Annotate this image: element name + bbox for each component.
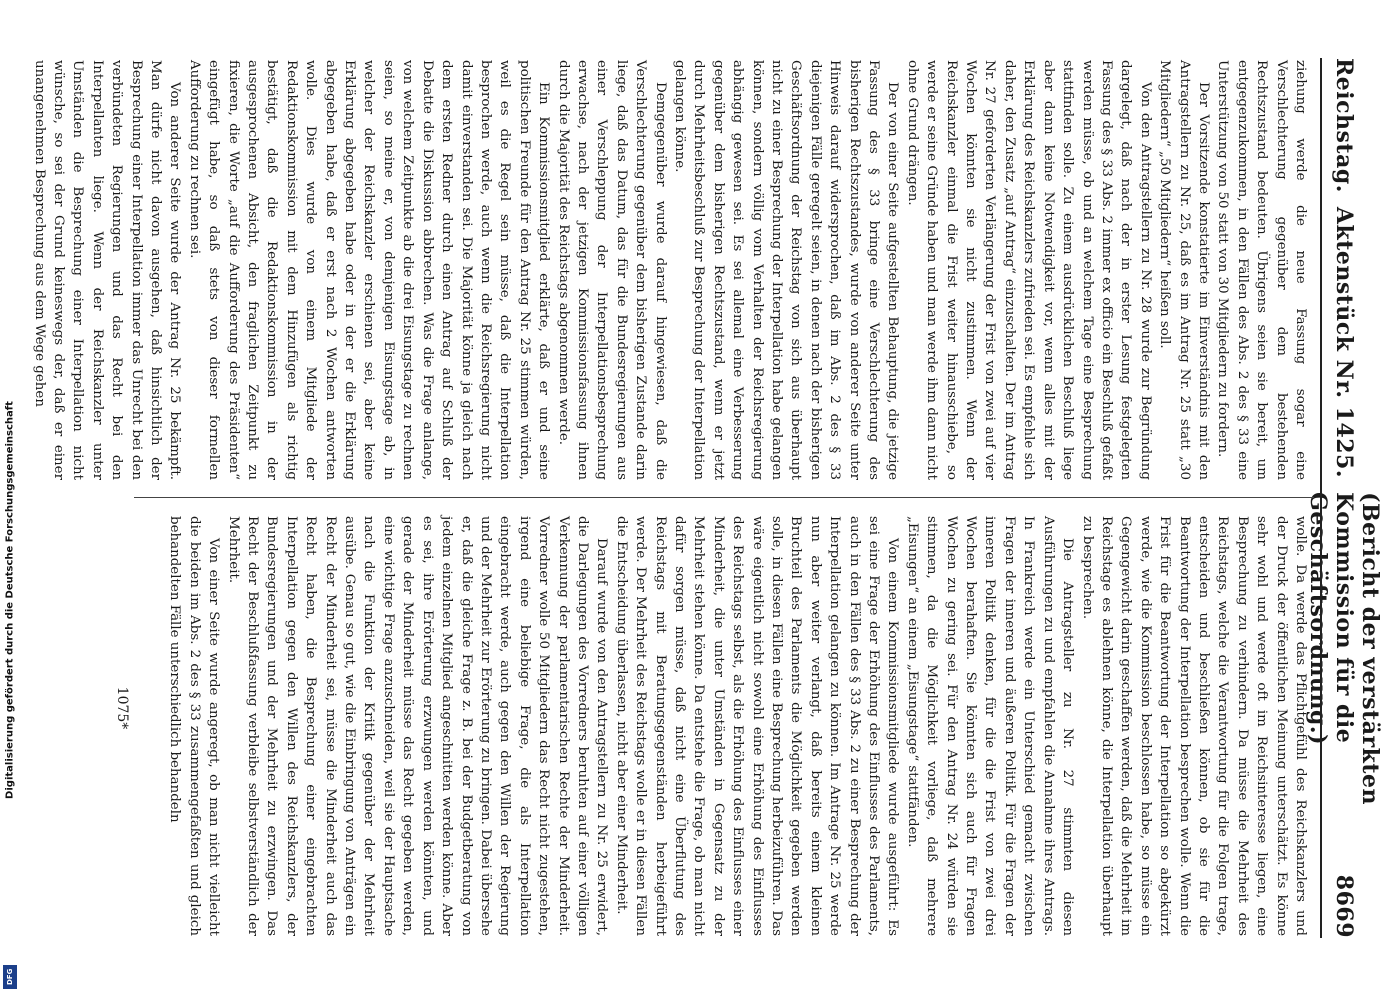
paragraph: Von anderer Seite wurde der Antrag Nr. 25 bekämpft. Man dürfe nicht davon ausgehen, daß hinsichtlich der Besprechung einer Interpellation immer das Unrecht bei den verbündeten Regierungen und das Recht bei den Interpellanten liege. Wenn der Reichskanzler unter Umständen die Besprechung einer Interpellation nicht wünsche, so sei der Grund keineswegs der, daß er einer unangenehmen Besprechung aus dem Wege gehen	[31, 60, 183, 480]
page-header	[1305, 58, 1383, 938]
digitization-credit-bar	[0, 0, 20, 1000]
header-rule	[1320, 58, 1322, 938]
page-number: 8669	[1331, 874, 1357, 938]
paragraph: ziehung werde die neue Fassung sogar eine Verschlechterung gegenüber dem bestehenden Rechtszustand bedeuten. Übrigens seien sie bereit, um entgegenzukommen, in den Fällen des Abs. 2 des § 33 eine Unterstützung von 50 statt von 30 Mitgliedern zu fordern.	[1215, 60, 1308, 480]
paragraph: Der Vorsitzende konstatierte im Einverständnis mit den Antragstellern zu Nr. 25, daß es im Antrag Nr. 25 statt „30 Mitgliedern“ „50 Mitgliedern“ heißen soll.	[1157, 60, 1211, 480]
left-column	[31, 60, 1310, 480]
header-section: Reichstag.	[1331, 58, 1357, 193]
paragraph: Demgegenüber wurde darauf hingewiesen, daß die Verschlechterung gegenüber dem bisherigen Zustande darin liege, daß das Datum, das für die Bundesregierungen aus einer Verschleppung der Interpellationsbesprechung erwachse, nach der jetzigen Kommissionsfassung ihnen durch die Majorität des Reichstags abgenommen werde.	[555, 60, 668, 480]
right-column	[140, 516, 1310, 936]
paragraph: Von einer Seite wurde angeregt, ob man nicht vielleicht die beiden im Abs. 2 des § 33 zusammengefaßten und gleich behandelten Fälle unterschiedlich behandeln	[167, 516, 222, 936]
paragraph: Der von einer Seite aufgestellten Behauptung, die jetzige Fassung des § 33 bringe eine Verschlechterung des bisherigen Rechtszustandes, wurde von anderer Seite unter Hinweis darauf widersprochen, daß im Abs. 2 des § 33 diejenigen Fälle geregelt seien, in denen nach der bisherigen Geschäftsordnung der Reichstag von sich aus überhaupt nicht zu einer Besprechung der Interpellation habe gelangen können, sondern völlig vom Verhalten der Reichsregierung abhängig gewesen sei. Es sei allemal eine Verbesserung gegenüber dem bisherigen Rechtszustand, wenn er jetzt durch Mehrheitsbeschluß zur Besprechung der Interpellation gelangen könne.	[672, 60, 901, 480]
paragraph: Von einem Kommissionsmitgliede wurde ausgeführt: Es sei eine Frage der Erhöhung des Einflusses des Parlaments, auch in den Fällen des § 33 Abs. 2 zu einer Besprechung der Interpellation gelangen zu können. Im Antrage Nr. 25 werde nun aber weiter verlangt, daß bereits einem kleinen Bruchteil des Parlaments die Möglichkeit gegeben werden solle, in diesen Fällen eine Besprechung herbeizuführen. Das wäre eigentlich nicht sowohl eine Erhöhung des Einflusses des Reichstags selbst, als die Erhöhung des Einflusses einer Minderheit, die unter Umständen in Gegensatz zu der Mehrheit stehen könne. Da entstehe die Frage, ob man nicht dafür sorgen müsse, daß nicht eine Überflutung des Reichstags mit Beratungsgegenständen herbeigeführt werde. Der Mehrheit des Reichstags wolle er in diesen Fällen die Entscheidung überlassen, nicht aber einer Minderheit.	[613, 516, 901, 936]
paragraph: Ein Kommissionsmitglied erklärte, daß er und seine politischen Freunde für den Antrag Nr. 25 stimmen würden, weil es die Regel sein müsse, daß die Interpellation besprochen werde, auch wenn die Reichsregierung nicht damit einverstanden sei. Die Majorität könne ja gleich nach dem ersten Redner durch einen Antrag auf Schluß der Debatte die Diskussion abbrechen. Was die Frage anlange, von welchem Zeitpunkte ab die drei Eisungstage zu rechnen seien, so meine er, von demjenigen Eisungstage ab, in welcher der Reichskanzler erschienen sei, aber keine Erklärung abgegeben habe oder in der er die Erklärung abgegeben habe, daß er erst nach 2 Wochen antworten wolle. Dies wurde von einem Mitgliede der Redaktionskommission mit dem Hinzufügen als richtig bestätigt, daß die Redaktionskommission in der ausgesprochenen Absicht, den fraglichen Zeitpunkt zu fixieren, die Worte „auf die Aufforderung des Präsidenten“ eingefügt habe, so daß stets von dieser formellen Aufforderung zu rechnen sei.	[186, 60, 552, 480]
column-divider	[134, 497, 1314, 498]
paragraph: Darauf wurde von den Antragstellern zu Nr. 25 erwidert, die Darlegungen des Vorredners beruhten auf einer völligen Verkennung der parlamentarischen Rechte der Minderheit. Vorredner wolle 50 Mitgliedern das Recht nicht zugestehen, irgend eine beliebige Frage, die als Interpellation eingebracht werde, auch gegen den Willen der Regierung und der Mehrheit zur Erörterung zu bringen. Dabei übersehe er, daß die gleiche Frage z. B. bei der Budgetberatung von jedem einzelnen Mitglied angeschnitten werden könne. Aber es sei, ihre Erörterung erzwungen werden könnten, und gerade der Minderheit müsse das Recht gegeben werden, eine wichtige Frage anzuschneiden, weil sie der Hauptsache nach die Funktion der Kritik gegenüber der Mehrheit ausübe. Genau so gut, wie die Einbringung von Anträgen ein Recht der Minderheit sei, müsse die Minderheit auch das Recht haben, die Besprechung einer eingebrachten Interpellation gegen den Willen des Reichskanzlers, der Bundesregierungen und der Mehrheit zu erzwingen. Das Recht der Beschlußfassung verbleibe selbstverständlich der Mehrheit.	[225, 516, 610, 936]
sheet-signature: 1075*	[114, 686, 130, 730]
digitization-credit-text: Digitalisierung gefördert durch die Deutsche Forschungsgemeinschaft	[4, 401, 16, 799]
document-page	[31, 48, 1383, 948]
header-document-number: Aktenstück Nr. 1425.	[1331, 206, 1357, 479]
dfg-logo: DFG	[3, 965, 17, 989]
header-title: (Bericht der verstärkten Kommission für die Geschäftsordnung.)	[1305, 492, 1383, 806]
paragraph: Die Antragsteller zu Nr. 27 stimmten diesen Ausführungen zu und empfahlen die Annahme ihres Antrags. In Frankreich werde ein Unterschied gemacht zwischen Fragen der inneren und äußeren Politik. Für die Fragen der inneren Politik denken, für die die Frist von zwei drei Wochen berahaften. Sie könnten sich auch für Fragen Wochen zu gering sei. Für den Antrag Nr. 24 würden sie stimmen, da die Möglichkeit vorliege, daß mehrere „Eisungen“ an einem „Eisungstage“ stattfänden.	[904, 516, 1076, 936]
paragraph: wolle. Da werde das Pflichtgefühl des Reichskanzlers und der Druck der öffentlichen Meinung unterschätzt. Es könne sehr wohl und werde oft im Reichsinteresse liegen, eine Besprechung zu verhindern. Da müsse die Mehrheit des Reichstags, welche die Verantwortung für die Folgen trage, entscheiden und beschließen können, ob sie für die Beantwortung der Interpellation besprechen wolle. Wenn die Frist für die Beantwortung der Interpellation so abgekürzt werde, wie die Kommission beschlossen habe, so müsse ein Gegengewicht darin geschaffen werden, daß die Mehrheit im Reichstage es ablehnen könne, die Interpellation überhaupt zu besprechen.	[1079, 516, 1308, 936]
paragraph: Von den Antragstellern zu Nr. 28 wurde zur Begründung dargelegt, daß nach der in erster Lesung festgelegten Fassung des § 33 Abs. 2 immer ex officio ein Beschluß gefaßt werden müsse, ob und an welchem Tage eine Besprechung stattfinden solle. Zu einem ausdrücklichen Beschluß liege aber dann keine Notwendigkeit vor, wenn alles mit der Erklärung des Reichskanzlers zufrieden sei. Es empfehle sich daher, den Zusatz „auf Antrag“ einzuschalten. Der im Antrag Nr. 27 geforderten Verlängerung der Frist von zwei auf vier Wochen könnten sie nicht zustimmen. Wenn der Reichskanzler einmal die Frist weiter hinausschiebe, so werde er seine Gründe haben und man werde ihm dann nicht ohne Grund drängen.	[904, 60, 1153, 480]
